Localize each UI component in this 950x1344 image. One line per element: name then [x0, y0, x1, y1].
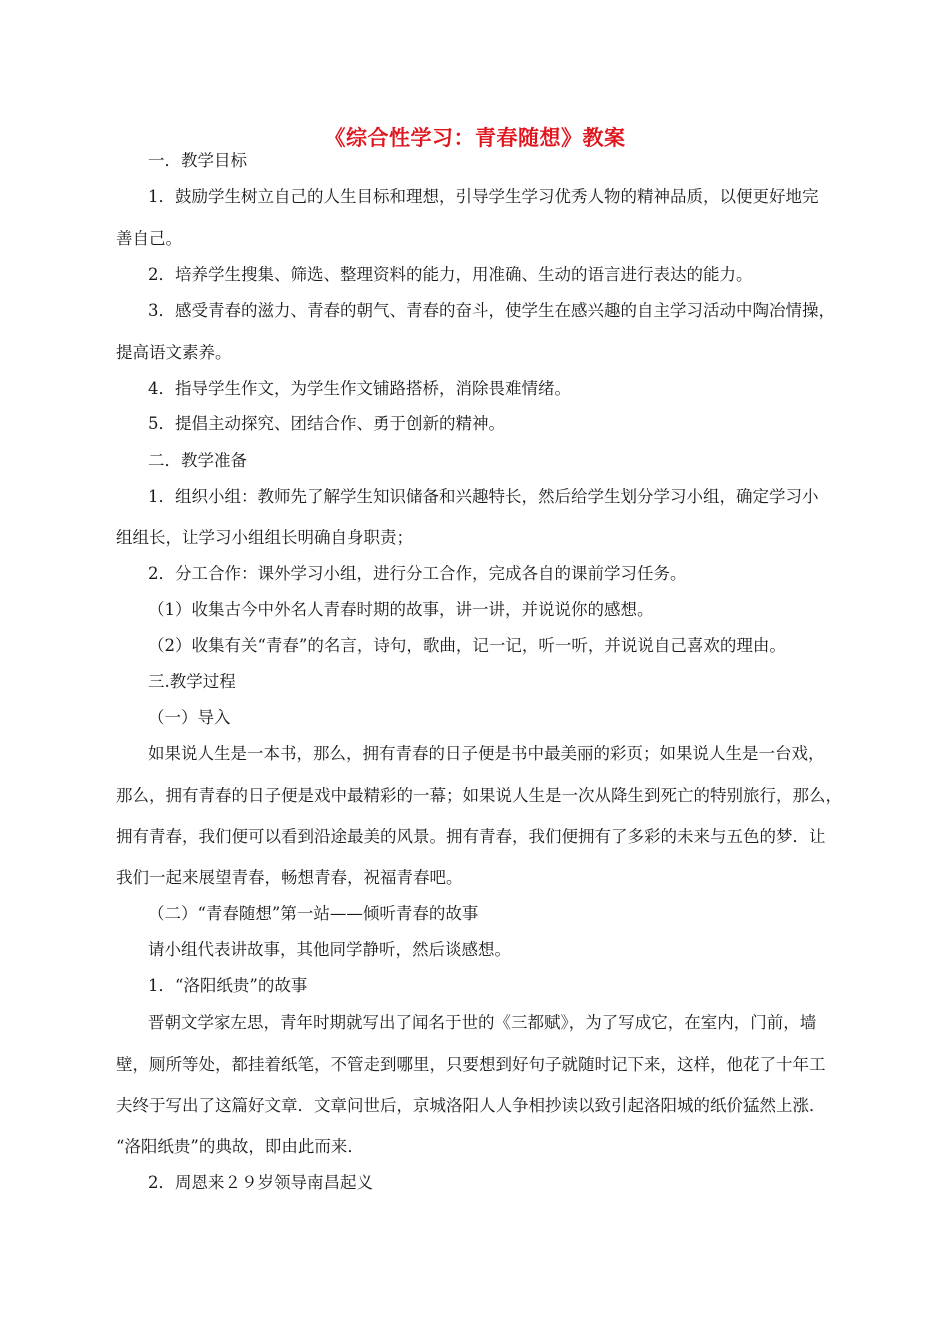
- paragraph-line: 4．指导学生作文，为学生作文铺路搭桥，消除畏难情绪。: [148, 379, 571, 398]
- paragraph-line: 我们一起来展望青春，畅想青春，祝福青春吧。: [116, 868, 463, 887]
- paragraph-line: 1．组织小组：教师先了解学生知识储备和兴趣特长，然后给学生划分学习小组，确定学习小: [148, 487, 819, 506]
- story-heading: 1．“洛阳纸贵”的故事: [148, 976, 308, 995]
- paragraph-line: （2）收集有关“青春”的名言，诗句，歌曲，记一记，听一听，并说说自己喜欢的理由。: [148, 636, 786, 655]
- heading-teaching-goals: 一．教学目标: [148, 151, 247, 170]
- paragraph-line: 善自己。: [116, 229, 182, 248]
- paragraph-line: 如果说人生是一本书，那么，拥有青春的日子便是书中最美丽的彩页；如果说人生是一台戏，: [148, 744, 825, 763]
- subheading-introduction: （一）导入: [148, 708, 231, 727]
- paragraph-line: 3．感受青春的滋力、青春的朝气、青春的奋斗，使学生在感兴趣的自主学习活动中陶冶情操，: [148, 301, 835, 320]
- subheading-first-stop: （二）“青春随想”第一站——倾听青春的故事: [148, 904, 479, 923]
- paragraph-line: 提高语文素养。: [116, 343, 232, 362]
- paragraph-line: 晋朝文学家左思，青年时期就写出了闻名于世的《三都赋》，为了写成它，在室内，门前，墙: [148, 1013, 817, 1032]
- heading-teaching-preparation: 二．教学准备: [148, 451, 247, 470]
- story-heading: 2．周恩来２９岁领导南昌起义: [148, 1173, 373, 1192]
- document-title: 《综合性学习：青春随想》教案: [324, 125, 626, 150]
- paragraph-line: 5．提倡主动探究、团结合作、勇于创新的精神。: [148, 414, 505, 433]
- heading-teaching-process: 三.教学过程: [148, 672, 236, 691]
- paragraph-line: 壁，厕所等处，都挂着纸笔，不管走到哪里，只要想到好句子就随时记下来，这样，他花了十年工: [116, 1055, 826, 1074]
- paragraph-line: 组组长，让学习小组组长明确自身职责；: [116, 528, 413, 547]
- paragraph-line: 拥有青春，我们便可以看到沿途最美的风景。拥有青春，我们便拥有了多彩的未来与五色的梦．让: [116, 827, 826, 846]
- paragraph-line: 请小组代表讲故事，其他同学静听，然后谈感想。: [148, 940, 511, 959]
- paragraph-line: 夫终于写出了这篇好文章．文章问世后，京城洛阳人人争相抄读以致引起洛阳城的纸价猛然上涨．: [116, 1096, 826, 1115]
- paragraph-line: 那么，拥有青春的日子便是戏中最精彩的一幕；如果说人生是一次从降生到死亡的特别旅行，那么，: [116, 786, 842, 805]
- paragraph-line: 1．鼓励学生树立自己的人生目标和理想，引导学生学习优秀人物的精神品质，以便更好地完: [148, 187, 819, 206]
- paragraph-line: （1）收集古今中外名人青春时期的故事，讲一讲，并说说你的感想。: [148, 600, 654, 619]
- paragraph-line: 2．分工合作：课外学习小组，进行分工合作，完成各自的课前学习任务。: [148, 564, 687, 583]
- paragraph-line: “洛阳纸贵”的典故，即由此而来．: [116, 1137, 364, 1156]
- paragraph-line: 2．培养学生搜集、筛选、整理资料的能力，用准确、生动的语言进行表达的能力。: [148, 265, 753, 284]
